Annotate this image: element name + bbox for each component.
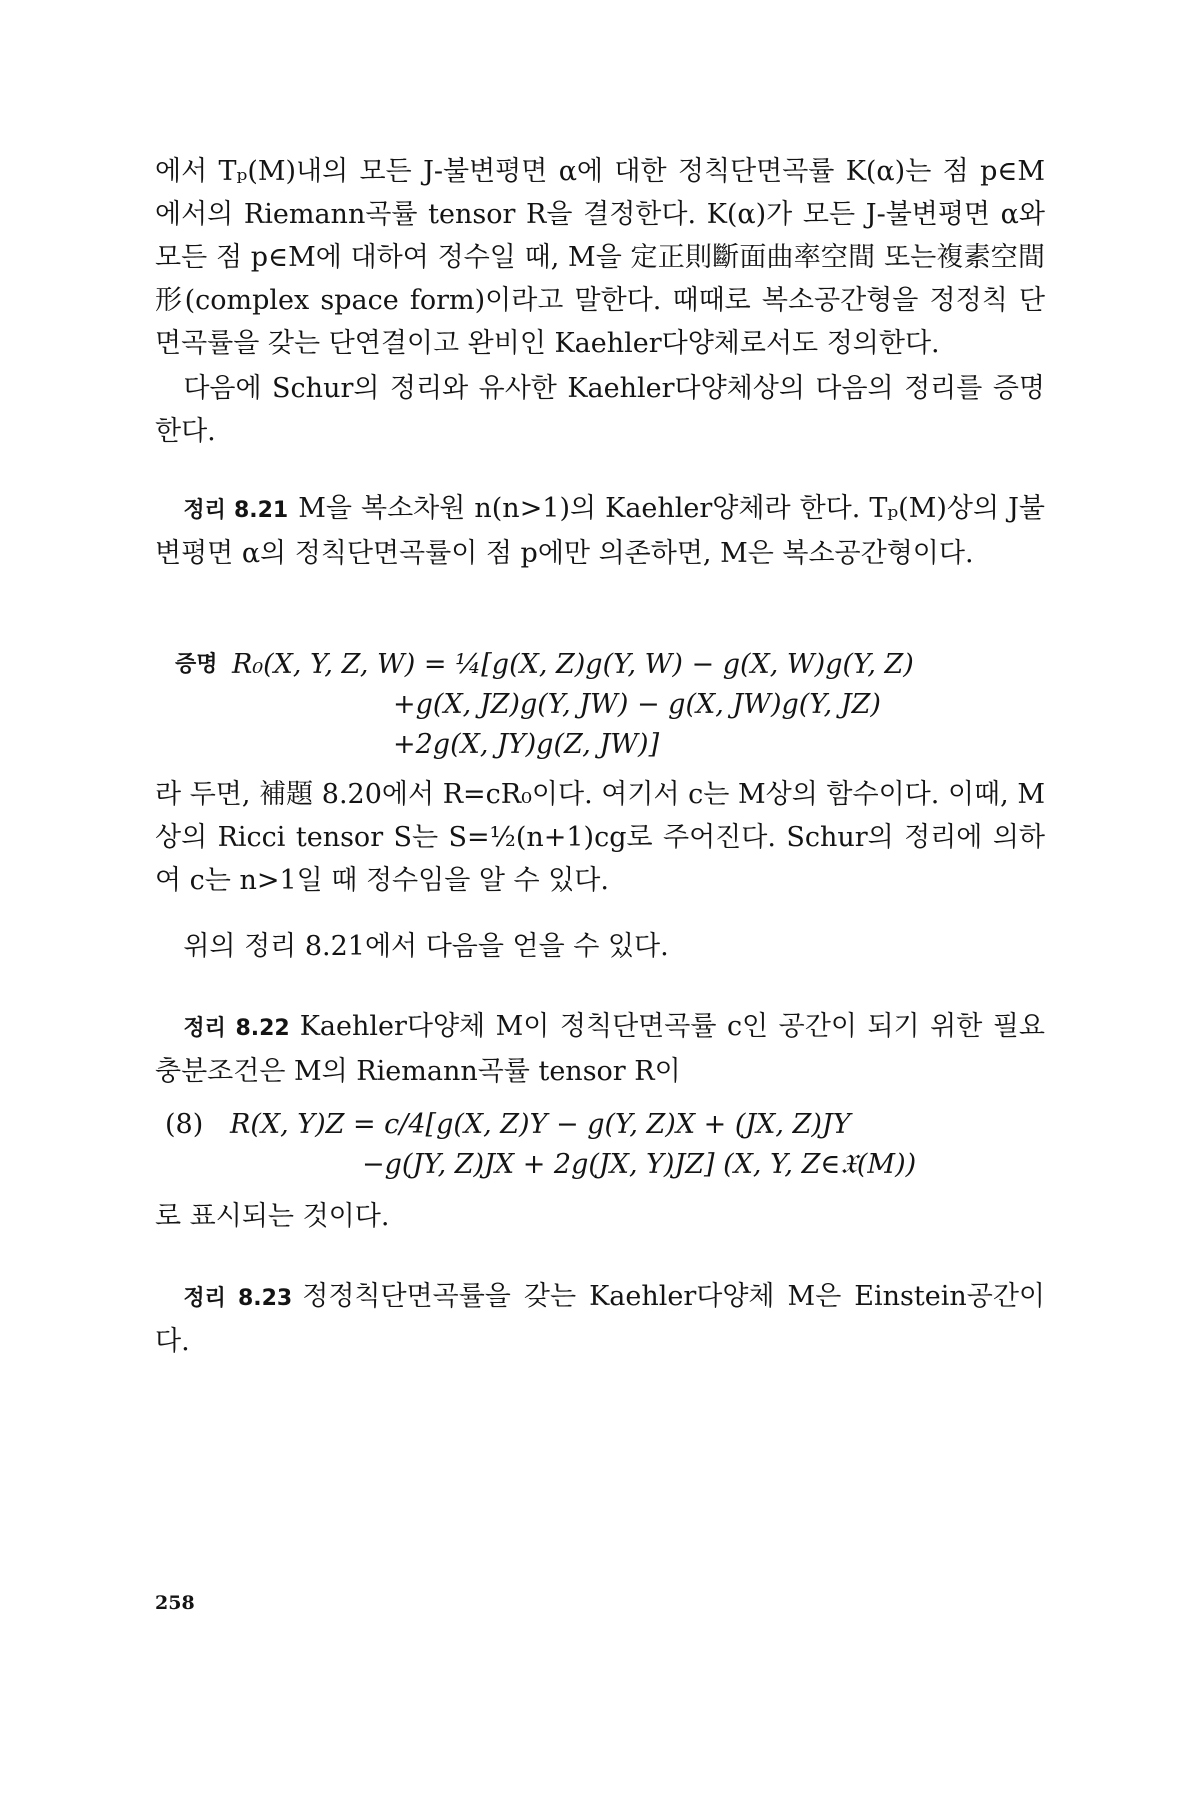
proof-equation-line-3: +2g(X, JY)g(Z, JW)] (393, 729, 660, 760)
equation-8-line-2: −g(JY, Z)JX + 2g(JX, Y)JZ] (X, Y, Z∈𝔛(M)) (362, 1149, 917, 1180)
theorem-text: Kaehler다양체 M이 정칙단면곡률 c인 공간이 되기 위한 필요충분조건은 M의 Riemann곡률 tensor R이 (155, 1011, 1045, 1087)
page-number: 258 (155, 1592, 195, 1614)
paragraph-schur-intro: 다음에 Schur의 정리와 유사한 Kaehler다양체상의 다음의 정리를 증명한다. (155, 373, 1045, 447)
proof-equation-line-2: +g(X, JZ)g(Y, JW) − g(X, JW)g(Y, JZ) (393, 689, 881, 720)
proof-label: 증명 (175, 652, 218, 677)
theorem-label: 정리 8.21 (183, 498, 289, 523)
paragraph-corollary-intro: 위의 정리 8.21에서 다음을 얻을 수 있다. (183, 931, 669, 962)
proof-equation-line-1: R₀(X, Y, Z, W) = ¼[g(X, Z)g(Y, W) − g(X, W)g(Y, Z) (232, 649, 914, 680)
paragraph-proof-body: 라 두면, 補題 8.20에서 R=cR₀이다. 여기서 c는 M상의 함수이다. 이때, M상의 Ricci tensor S는 S=½(n+1)cg로 주어진다. Schur의 정리에 의하여 c는 n>1일 때 정수임을 알 수 있다. (155, 779, 1045, 896)
paragraph-complex-space-form: 에서 Tₚ(M)내의 모든 J-불변평면 α에 대한 정칙단면곡률 K(α)는 점 p∈M에서의 Riemann곡률 tensor R을 결정한다. K(α)가 모든 J-불변평면 α와 모든 점 p∈M에 대하여 정수일 때, M을 定正則斷面曲率空間 또는複素空間形(complex space form)이라고 말한다. 때때로 복소공간형을 정정칙 단면곡률을 갖는 단연결이고 완비인 Kaehler다양체로서도 정의한다. (155, 156, 1045, 359)
theorem-text: 정정칙단면곡률을 갖는 Kaehler다양체 M은 Einstein공간이다. (155, 1281, 1045, 1357)
equation-number: (8) (165, 1109, 204, 1140)
equation-8-line-1: R(X, Y)Z = c/4[g(X, Z)Y − g(Y, Z)X + (JX, Z)JY (230, 1109, 851, 1140)
theorem-label: 정리 8.22 (183, 1016, 290, 1041)
theorem-8-21 (155, 487, 1045, 575)
theorem-8-22 (155, 1005, 1045, 1093)
theorem-8-23 (155, 1275, 1045, 1363)
paragraph-representation: 로 표시되는 것이다. (155, 1201, 390, 1232)
theorem-text: M을 복소차원 n(n>1)의 Kaehler양체라 한다. Tₚ(M)상의 J불변평면 α의 정칙단면곡률이 점 p에만 의존하면, M은 복소공간형이다. (155, 493, 1045, 569)
theorem-label: 정리 8.23 (183, 1286, 293, 1311)
